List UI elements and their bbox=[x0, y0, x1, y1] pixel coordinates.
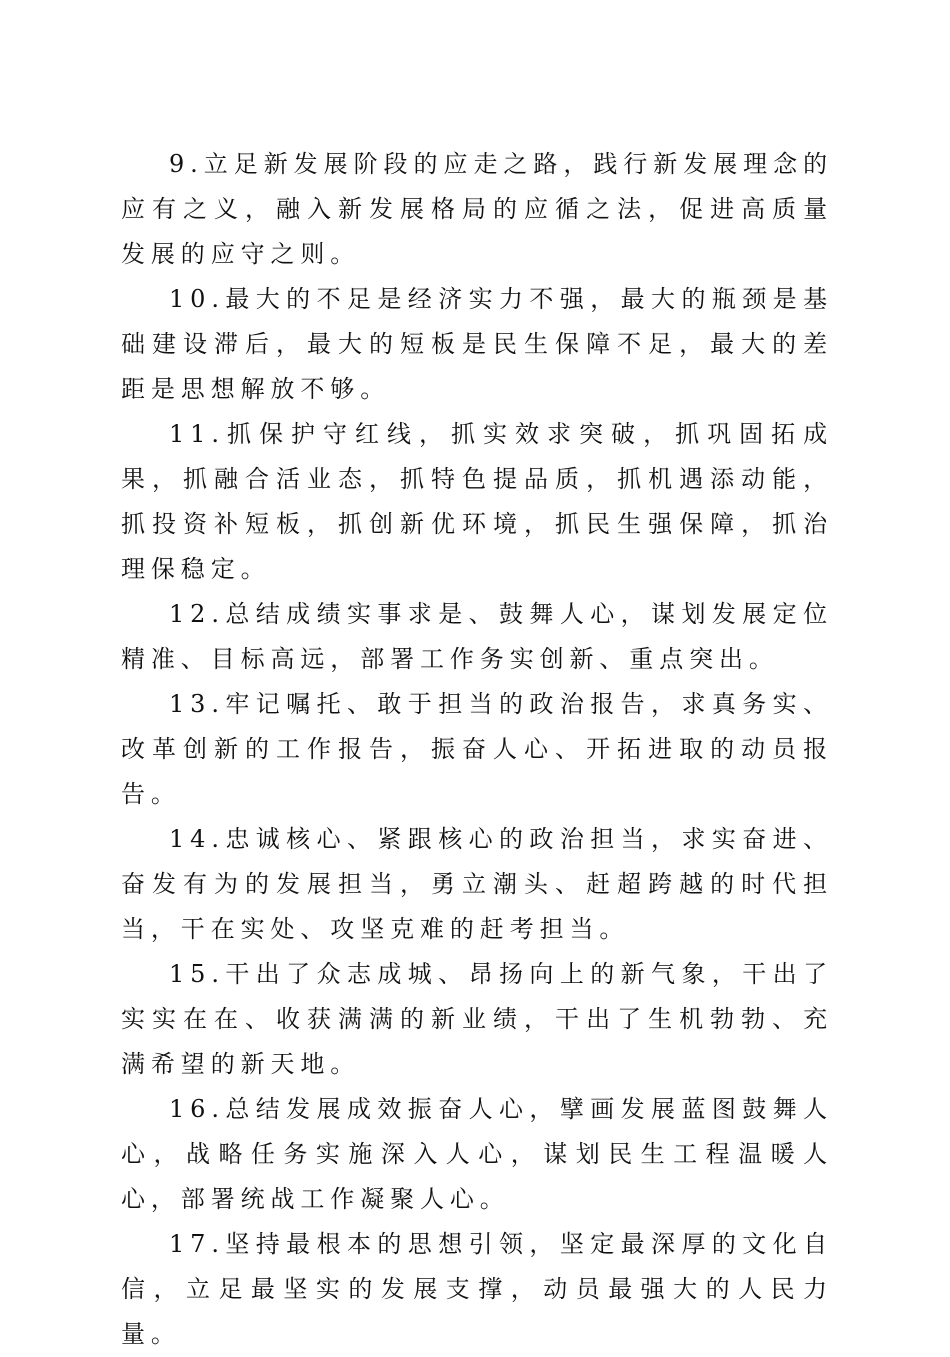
paragraph-14: 14.忠诚核心、紧跟核心的政治担当，求实奋进、奋发有为的发展担当，勇立潮头、赶超跨越的时代担当，干在实处、攻坚克难的赶考担当。 bbox=[121, 825, 833, 943]
paragraph-15: 15.干出了众志成城、昂扬向上的新气象，干出了实实在在、收获满满的新业绩，干出了生机勃勃、充满希望的新天地。 bbox=[121, 960, 833, 1078]
paragraph-10: 10.最大的不足是经济实力不强，最大的瓶颈是基础建设滞后，最大的短板是民生保障不足，最大的差距是思想解放不够。 bbox=[121, 285, 833, 403]
paragraph-9: 9.立足新发展阶段的应走之路，践行新发展理念的应有之义，融入新发展格局的应循之法，促进高质量发展的应守之则。 bbox=[121, 150, 833, 268]
paragraph-16: 16.总结发展成效振奋人心，擘画发展蓝图鼓舞人心，战略任务实施深入人心，谋划民生工程温暖人心，部署统战工作凝聚人心。 bbox=[121, 1095, 833, 1213]
document-page bbox=[121, 142, 833, 1357]
paragraph-12: 12.总结成绩实事求是、鼓舞人心，谋划发展定位精准、目标高远，部署工作务实创新、重点突出。 bbox=[121, 600, 833, 673]
paragraph-17: 17.坚持最根本的思想引领，坚定最深厚的文化自信，立足最坚实的发展支撑，动员最强大的人民力量。 bbox=[121, 1230, 833, 1348]
paragraph-11: 11.抓保护守红线，抓实效求突破，抓巩固拓成果，抓融合活业态，抓特色提品质，抓机遇添动能，抓投资补短板，抓创新优环境，抓民生强保障，抓治理保稳定。 bbox=[121, 420, 833, 583]
paragraph-13: 13.牢记嘱托、敢于担当的政治报告，求真务实、改革创新的工作报告，振奋人心、开拓进取的动员报告。 bbox=[121, 690, 833, 808]
